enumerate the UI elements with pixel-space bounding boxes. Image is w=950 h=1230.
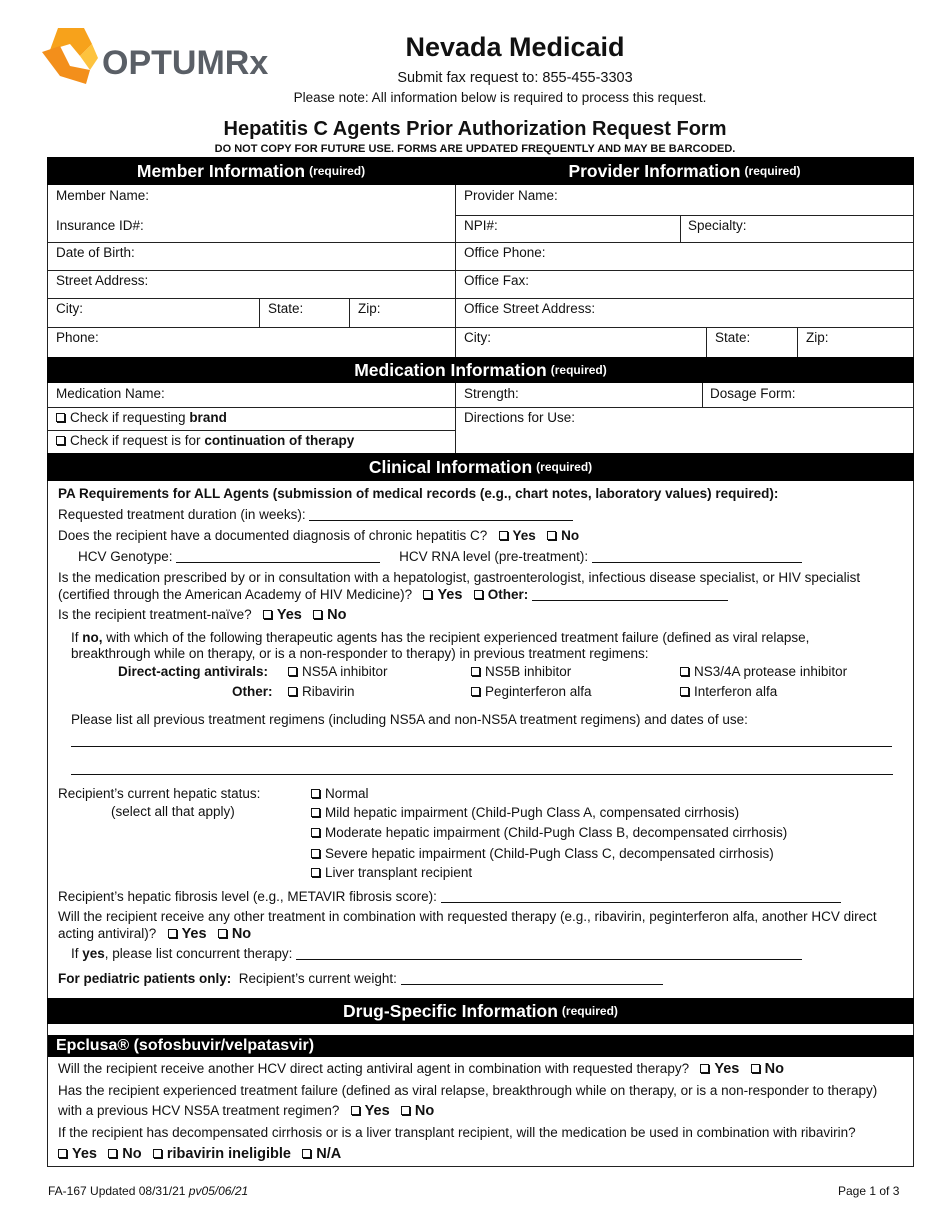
prev-regimens-line-2[interactable] xyxy=(71,774,893,775)
epclusa-q2-line-1: Has the recipient experienced treatment failure (defined as viral relapse, breakthrough while on therapy, or is a non-responder to therapy) xyxy=(58,1083,878,1098)
daa-label: Direct-acting antivirals: xyxy=(118,664,269,679)
hepatic-status-label: Recipient’s current hepatic status: xyxy=(58,786,261,801)
genotype-input[interactable] xyxy=(176,550,380,563)
q2-yes[interactable]: Yes xyxy=(351,1103,390,1118)
office-fax-field[interactable]: Office Fax: xyxy=(464,273,530,288)
if-no-line-1: If no, with which of the following therapeutic agents has the recipient experienced treatment failure (defined as viral relapse, xyxy=(71,630,810,645)
optumrx-logo-mark xyxy=(40,26,280,90)
chronic-no[interactable]: No xyxy=(547,528,579,543)
member-state-field[interactable]: State: xyxy=(268,301,304,316)
list-previous-regimens: Please list all previous treatment regimens (including NS5A and non-NS5A treatment regimens) and dates of use: xyxy=(71,712,748,727)
combo-yes[interactable]: Yes xyxy=(168,926,207,941)
concurrent-therapy-input[interactable] xyxy=(296,947,802,960)
npi-field[interactable]: NPI#: xyxy=(464,218,498,233)
page-title: Nevada Medicaid xyxy=(405,32,625,62)
do-not-copy-notice: DO NOT COPY FOR FUTURE USE. FORMS ARE UPDATED FREQUENTLY AND MAY BE BARCODED. xyxy=(214,143,736,155)
prescribed-other[interactable]: Other: xyxy=(474,587,529,602)
specialty-field[interactable]: Specialty: xyxy=(688,218,747,233)
member-phone-field[interactable]: Phone: xyxy=(56,330,99,345)
duration-input[interactable] xyxy=(309,508,573,521)
provider-city-field[interactable]: City: xyxy=(464,330,491,345)
medication-name-field[interactable]: Medication Name: xyxy=(56,386,165,401)
fax-number: Submit fax request to: 855-455-3303 xyxy=(397,70,633,86)
form-title: Hepatitis C Agents Prior Authorization Request Form xyxy=(223,118,727,140)
q3-no[interactable]: No xyxy=(108,1146,141,1161)
combo-no[interactable]: No xyxy=(218,926,251,941)
form-id: FA-167 Updated 08/31/21 pv05/06/21 xyxy=(48,1184,249,1198)
medication-info-header: Medication Information (required) xyxy=(47,357,914,383)
q2-no[interactable]: No xyxy=(401,1103,434,1118)
status-normal[interactable]: Normal xyxy=(311,786,369,801)
agent-interferon[interactable]: Interferon alfa xyxy=(680,684,777,699)
provider-state-field[interactable]: State: xyxy=(715,330,751,345)
concurrent-therapy-row: If yes, please list concurrent therapy: xyxy=(71,946,802,961)
if-no-line-2: breakthrough while on therapy, or is a non-responder to therapy) in previous treatment regimens: xyxy=(71,646,649,661)
duration-row: Requested treatment duration (in weeks): xyxy=(58,507,573,522)
continuation-checkbox[interactable]: Check if request is for continuation of therapy xyxy=(56,433,354,448)
other-agents-label: Other: xyxy=(232,684,273,699)
status-moderate[interactable]: Moderate hepatic impairment (Child-Pugh Class B, decompensated cirrhosis) xyxy=(311,825,787,840)
agent-ns34a[interactable]: NS3/4A protease inhibitor xyxy=(680,664,847,679)
drug-specific-header: Drug-Specific Information (required) xyxy=(47,998,914,1024)
required-note: Please note: All information below is required to process this request. xyxy=(293,90,707,105)
member-info-header: Member Information (required) xyxy=(47,157,455,185)
naive-row: Is the recipient treatment-naïve? Yes No xyxy=(58,607,347,623)
dosage-form-field[interactable]: Dosage Form: xyxy=(710,386,796,401)
office-street-field[interactable]: Office Street Address: xyxy=(464,301,596,316)
member-zip-field[interactable]: Zip: xyxy=(358,301,381,316)
epclusa-header: Epclusa® (sofosbuvir/velpatasvir) xyxy=(48,1035,914,1057)
other-input[interactable] xyxy=(532,588,728,601)
member-street-field[interactable]: Street Address: xyxy=(56,273,149,288)
prescribed-yes[interactable]: Yes xyxy=(423,587,462,602)
insurance-id-field[interactable]: Insurance ID#: xyxy=(56,218,144,233)
office-phone-field[interactable]: Office Phone: xyxy=(464,245,546,260)
brand-checkbox[interactable]: Check if requesting brand xyxy=(56,410,227,425)
agent-peginterferon[interactable]: Peginterferon alfa xyxy=(471,684,592,699)
prescribed-line-2: (certified through the American Academy of HIV Medicine)? Yes Other: xyxy=(58,587,728,603)
weight-input[interactable] xyxy=(401,972,663,985)
optumrx-logo xyxy=(40,26,280,90)
epclusa-q1: Will the recipient receive another HCV direct acting antiviral agent in combination with requested therapy? Yes No xyxy=(58,1061,784,1077)
epclusa-q3: If the recipient has decompensated cirrhosis or is a liver transplant recipient, will the medication be used in combination with ribavirin? xyxy=(58,1125,856,1140)
provider-name-field[interactable]: Provider Name: xyxy=(464,188,558,203)
q3-na[interactable]: N/A xyxy=(302,1146,341,1161)
q3-yes[interactable]: Yes xyxy=(58,1146,97,1161)
pediatric-row: For pediatric patients only: Recipient’s current weight: xyxy=(58,971,663,986)
rna-input[interactable] xyxy=(592,550,802,563)
q1-yes[interactable]: Yes xyxy=(700,1061,739,1076)
member-name-field[interactable]: Member Name: xyxy=(56,188,150,203)
status-liver-transplant[interactable]: Liver transplant recipient xyxy=(311,865,472,880)
page-number: Page 1 of 3 xyxy=(838,1184,900,1198)
dob-field[interactable]: Date of Birth: xyxy=(56,245,135,260)
agent-ns5a[interactable]: NS5A inhibitor xyxy=(288,664,388,679)
member-city-field[interactable]: City: xyxy=(56,301,83,316)
agent-ns5b[interactable]: NS5B inhibitor xyxy=(471,664,571,679)
fibrosis-input[interactable] xyxy=(441,890,841,903)
prescribed-line-1: Is the medication prescribed by or in consultation with a hepatologist, gastroenterologist, infectious disease specialist, or HIV specialist xyxy=(58,570,861,585)
provider-info-header: Provider Information (required) xyxy=(455,157,914,185)
chronic-yes[interactable]: Yes xyxy=(499,528,536,543)
combo-line-2: acting antiviral)? Yes No xyxy=(58,926,252,942)
prev-regimens-line-1[interactable] xyxy=(71,746,892,747)
provider-zip-field[interactable]: Zip: xyxy=(806,330,829,345)
select-all-note: (select all that apply) xyxy=(111,804,235,819)
fibrosis-row: Recipient’s hepatic fibrosis level (e.g., METAVIR fibrosis score): xyxy=(58,889,841,904)
logo-text: OPTUMRx xyxy=(102,44,269,82)
q1-no[interactable]: No xyxy=(751,1061,784,1076)
epclusa-q3-options xyxy=(58,1146,341,1162)
q3-ribavirin-ineligible[interactable]: ribavirin ineligible xyxy=(153,1146,291,1161)
strength-field[interactable]: Strength: xyxy=(464,386,519,401)
combo-line-1: Will the recipient receive any other treatment in combination with requested therapy (e.g., ribavirin, peginterferon alfa, another HCV direct xyxy=(58,909,877,924)
naive-yes[interactable]: Yes xyxy=(263,607,302,622)
agent-ribavirin[interactable]: Ribavirin xyxy=(288,684,355,699)
pa-requirements: PA Requirements for ALL Agents (submission of medical records (e.g., chart notes, laboratory values) required): xyxy=(58,486,779,501)
clinical-info-header: Clinical Information (required) xyxy=(47,453,914,481)
chronic-row: Does the recipient have a documented diagnosis of chronic hepatitis C? Yes No xyxy=(58,528,580,543)
naive-no[interactable]: No xyxy=(313,607,346,622)
genotype-row: HCV Genotype: HCV RNA level (pre-treatment): xyxy=(78,549,802,564)
directions-field[interactable]: Directions for Use: xyxy=(464,410,576,425)
status-mild[interactable]: Mild hepatic impairment (Child-Pugh Class A, compensated cirrhosis) xyxy=(311,805,739,820)
status-severe[interactable]: Severe hepatic impairment (Child-Pugh Class C, decompensated cirrhosis) xyxy=(311,846,774,861)
epclusa-q2-line-2: with a previous HCV NS5A treatment regimen? Yes No xyxy=(58,1103,435,1119)
